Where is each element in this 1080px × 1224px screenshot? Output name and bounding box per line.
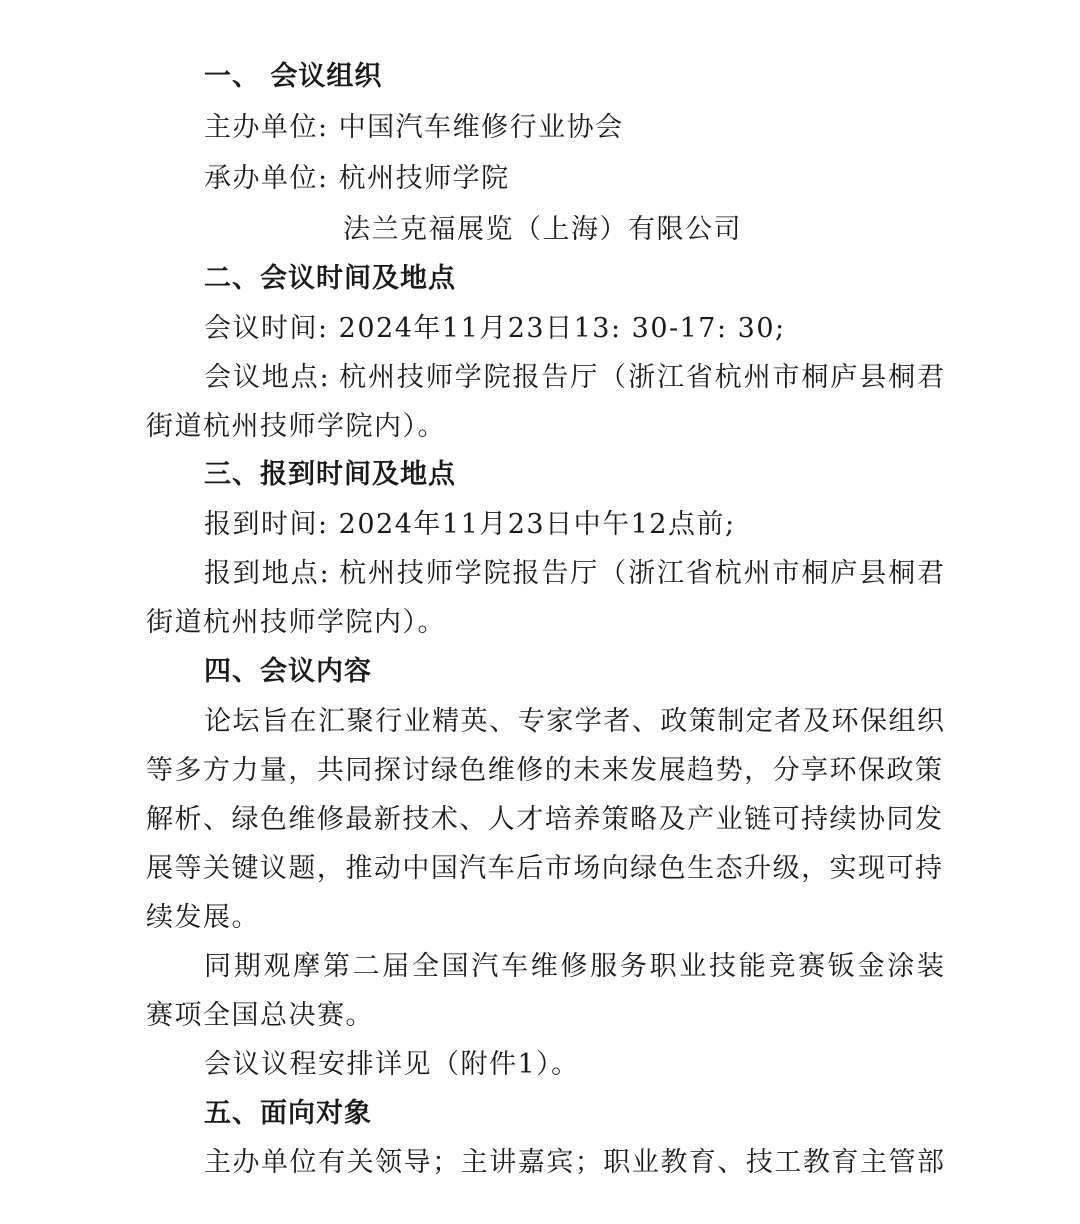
section-heading-org: 一、 会议组织	[204, 61, 383, 92]
section-heading-audience: 五、面向对象	[204, 1098, 372, 1129]
section-heading-time-place: 二、会议时间及地点	[204, 263, 456, 294]
section-heading-content: 四、会议内容	[204, 656, 372, 687]
content-para-1-line-1: 论坛旨在汇聚行业精英、专家学者、政策制定者及环保组织	[204, 706, 944, 737]
content-para-3: 会议议程安排详见（附件1）。	[204, 1049, 580, 1080]
organizer-unit-2: 法兰克福展览（上海）有限公司	[343, 214, 742, 245]
audience-line-1: 主办单位有关领导；主讲嘉宾；职业教育、技工教育主管部	[204, 1147, 944, 1178]
content-para-2-line-2: 赛项全国总决赛。	[146, 1000, 374, 1031]
meeting-place-line-1: 会议地点: 杭州技师学院报告厅（浙江省杭州市桐庐县桐君	[204, 362, 944, 393]
section-heading-registration: 三、报到时间及地点	[204, 459, 456, 490]
content-para-1-line-4: 展等关键议题，推动中国汽车后市场向绿色生态升级，实现可持	[146, 853, 942, 884]
content-para-1-line-2: 等多方力量，共同探讨绿色维修的未来发展趋势，分享环保政策	[146, 755, 942, 786]
registration-place-line-2: 街道杭州技师学院内）。	[146, 607, 446, 638]
host-unit: 主办单位: 中国汽车维修行业协会	[204, 112, 624, 143]
content-para-1-line-3: 解析、绿色维修最新技术、人才培养策略及产业链可持续协同发	[146, 804, 942, 835]
registration-time: 报到时间: 2024年11月23日中午12点前;	[204, 509, 736, 540]
registration-place-line-1: 报到地点: 杭州技师学院报告厅（浙江省杭州市桐庐县桐君	[204, 558, 944, 589]
meeting-place-line-2: 街道杭州技师学院内）。	[146, 411, 446, 442]
content-para-1-line-5: 续发展。	[146, 902, 260, 933]
organizer-unit: 承办单位: 杭州技师学院	[204, 163, 510, 194]
content-para-2-line-1: 同期观摩第二届全国汽车维修服务职业技能竞赛钣金涂装	[204, 951, 944, 982]
meeting-time: 会议时间: 2024年11月23日13: 30-17: 30;	[204, 313, 786, 344]
